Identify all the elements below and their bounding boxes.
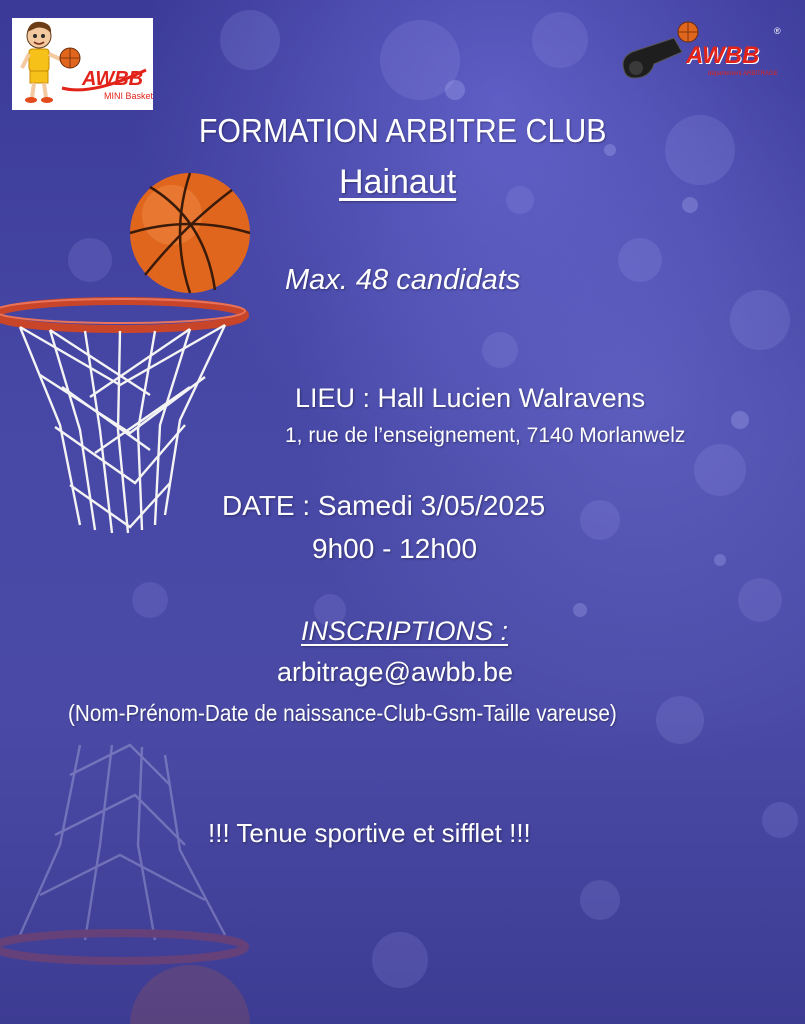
basketball-icon xyxy=(130,173,250,293)
hoop-reflection xyxy=(0,735,260,1024)
address-line: 1, rue de l’enseignement, 7140 Morlanwelz xyxy=(285,424,686,447)
right-logo-subtitle: département ARBITRAGE xyxy=(708,71,778,77)
registration-email[interactable]: arbitrage@awbb.be xyxy=(277,657,514,687)
right-logo-mark: ® xyxy=(774,26,781,36)
equipment-notice: !!! Tenue sportive et sifflet !!! xyxy=(208,818,531,848)
awbb-arbitrage-logo xyxy=(616,18,786,88)
inscriptions-heading: INSCRIPTIONS : xyxy=(301,616,509,646)
left-logo-subtitle: MINI Basket xyxy=(104,91,154,101)
location-line: LIEU : Hall Lucien Walravens xyxy=(295,383,646,413)
poster-region: Hainaut xyxy=(339,163,457,201)
max-candidates: Max. 48 candidats xyxy=(285,264,521,296)
right-logo-brand: AWBB xyxy=(686,42,760,69)
date-line: DATE : Samedi 3/05/2025 xyxy=(222,490,546,521)
poster-title: FORMATION ARBITRE CLUB xyxy=(198,112,607,149)
left-logo-brand: AWBB xyxy=(82,68,144,90)
required-fields: (Nom-Prénom-Date de naissance-Club-Gsm-Taille vareuse) xyxy=(68,700,617,726)
awbb-mini-basket-logo xyxy=(12,18,153,110)
basketball-hoop-icon xyxy=(0,165,260,545)
time-line: 9h00 - 12h00 xyxy=(312,533,478,564)
